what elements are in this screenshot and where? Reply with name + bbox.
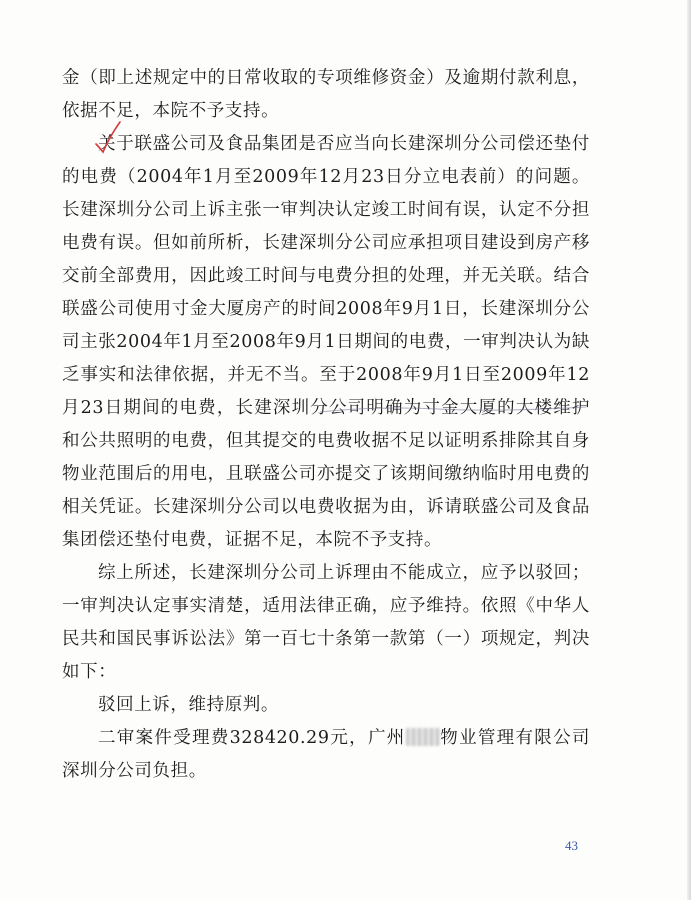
paragraph-4: 驳回上诉，维持原判。 (98, 695, 279, 715)
paragraph-1: 金（即上述规定中的日常收取的专项维修资金）及逾期付款利息，依据不足，本院不予支持。 (62, 68, 590, 121)
paragraph-3: 综上所述，长建深圳分公司上诉理由不能成立，应予以驳回；一审判决认定事实清楚，适用法律正确，应予维持。依照《中华人民共和国民事诉讼法》第一百七十条第一款第（一）项规定，判决如下： (62, 563, 590, 682)
paragraph-5 (62, 722, 590, 788)
paragraph-2: 关于联盛公司及食品集团是否应当向长建深圳分公司偿还垫付的电费（2004年1月至2009年12月23日分立电表前）的问题。长建深圳分公司上诉主张一审判决认定竣工时间有误，认定不分担电费有误。但如前所析，长建深圳分公司应承担项目建设到房产移交前全部费用，因此竣工时间与电费分担的处理，并无关联。结合联盛公司使用寸金大厦房产的时间2008年9月1日，长建深圳分公司主张2004年1月至2008年9月1日期间的电费，一审判决认为缺乏事实和法律依据，并无不当。至于2008年9月1日至2009年12月23日期间的电费，长建深圳分公司明确为寸金大厦的大楼维护和公共照明的电费，但其提交的电费收据不足以证明系排除其自身物业范围后的用电，且联盛公司亦提交了该期间缴纳临时用电费的相关凭证。长建深圳分公司以电费收据为由，诉请联盛公司及食品集团偿还垫付电费，证据不足，本院不予支持。 (62, 134, 590, 550)
hand-underline-mark (318, 400, 588, 420)
fee-text-start: 二审案件受理费328420.29元，广州 (98, 728, 406, 748)
red-checkmark-icon (90, 118, 130, 158)
document-body (62, 62, 590, 788)
page-number: 43 (565, 838, 578, 853)
page-edge-shadow (687, 0, 691, 900)
redacted-name (406, 728, 440, 746)
fee-text-end: 物业管理有限公司深圳分公司负担。 (62, 728, 590, 781)
